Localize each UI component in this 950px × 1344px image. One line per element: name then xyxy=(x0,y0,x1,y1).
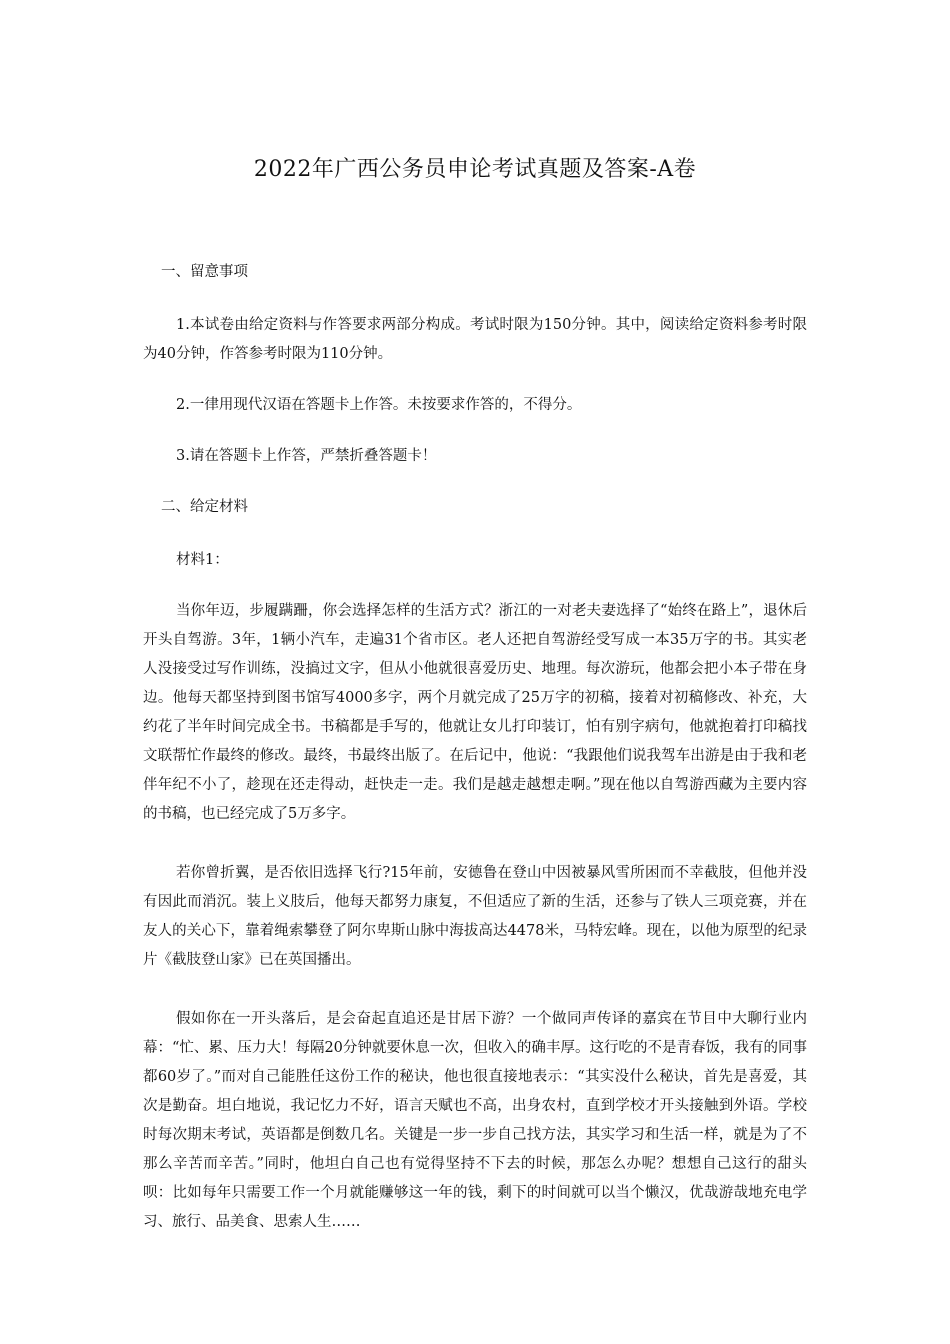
material-paragraph-1: 当你年迈，步履蹒跚，你会选择怎样的生活方式？浙江的一对老夫妻选择了“始终在路上”，退休后开头自驾游。3年，1辆小汽车，走遍31个省市区。老人还把自驾游经受写成一本35万字的书。其实老人没接受过写作训练，没搞过文字，但从小他就很喜爱历史、地理。每次游玩，他都会把小本子带在身边。他每天都坚持到图书馆写4000多字，两个月就完成了25万字的初稿，接着对初稿修改、补充，大约花了半年时间完成全书。书稿都是手写的，他就让女儿打印装订，怕有别字病句，他就抱着打印稿找文联帮忙作最终的修改。最终，书最终出版了。在后记中，他说：“我跟他们说我驾车出游是由于我和老伴年纪不小了，趁现在还走得动，赶快走一走。我们是越走越想走啊。”现在他以自驾游西藏为主要内容的书稿，也已经完成了5万多字。 xyxy=(143,603,807,822)
material-label: 材料1： xyxy=(176,552,229,568)
section-heading-materials: 二、给定材料 xyxy=(161,499,248,515)
section-heading-notice: 一、留意事项 xyxy=(161,264,248,280)
material-paragraph-2: 若你曾折翼，是否依旧选择飞行?15年前，安德鲁在登山中因被暴风雪所困而不幸截肢，但他并没有因此而消沉。装上义肢后，他每天都努力康复，不但适应了新的生活，还参与了铁人三项竞赛，并在友人的关心下，靠着绳索攀登了阿尔卑斯山脉中海拔高达4478米，马特宏峰。现在，以他为原型的纪录片《截肢登山家》已在英国播出。 xyxy=(143,865,807,968)
notice-item-3: 3.请在答题卡上作答，严禁折叠答题卡！ xyxy=(176,448,437,464)
notice-item-2: 2.一律用现代汉语在答题卡上作答。未按要求作答的，不得分。 xyxy=(176,397,582,413)
material-paragraph-3: 假如你在一开头落后，是会奋起直追还是甘居下游？一个做同声传译的嘉宾在节目中大聊行业内幕：“忙、累、压力大！每隔20分钟就要休息一次，但收入的确丰厚。这行吃的不是青春饭，我有的同事都60岁了。”而对自己能胜任这份工作的秘诀，他也很直接地表示：“其实没什么秘诀，首先是喜爱，其次是勤奋。坦白地说，我记忆力不好，语言天赋也不高，出身农村，直到学校才开头接触到外语。学校时每次期末考试，英语都是倒数几名。关键是一步一步自己找方法，其实学习和生活一样，就是为了不那么辛苦而辛苦。”同时，他坦白自己也有觉得坚持不下去的时候，那怎么办呢？想想自己这行的甜头呗：比如每年只需要工作一个月就能赚够这一年的钱，剩下的时间就可以当个懒汉，优哉游哉地充电学习、旅行、品美食、思索人生…… xyxy=(143,1011,807,1230)
document-title: 2022年广西公务员申论考试真题及答案-A卷 xyxy=(253,157,697,182)
notice-item-1: 1.本试卷由给定资料与作答要求两部分构成。考试时限为150分钟。其中，阅读给定资料参考时限为40分钟，作答参考时限为110分钟。 xyxy=(143,317,807,362)
document-body xyxy=(143,258,807,1259)
